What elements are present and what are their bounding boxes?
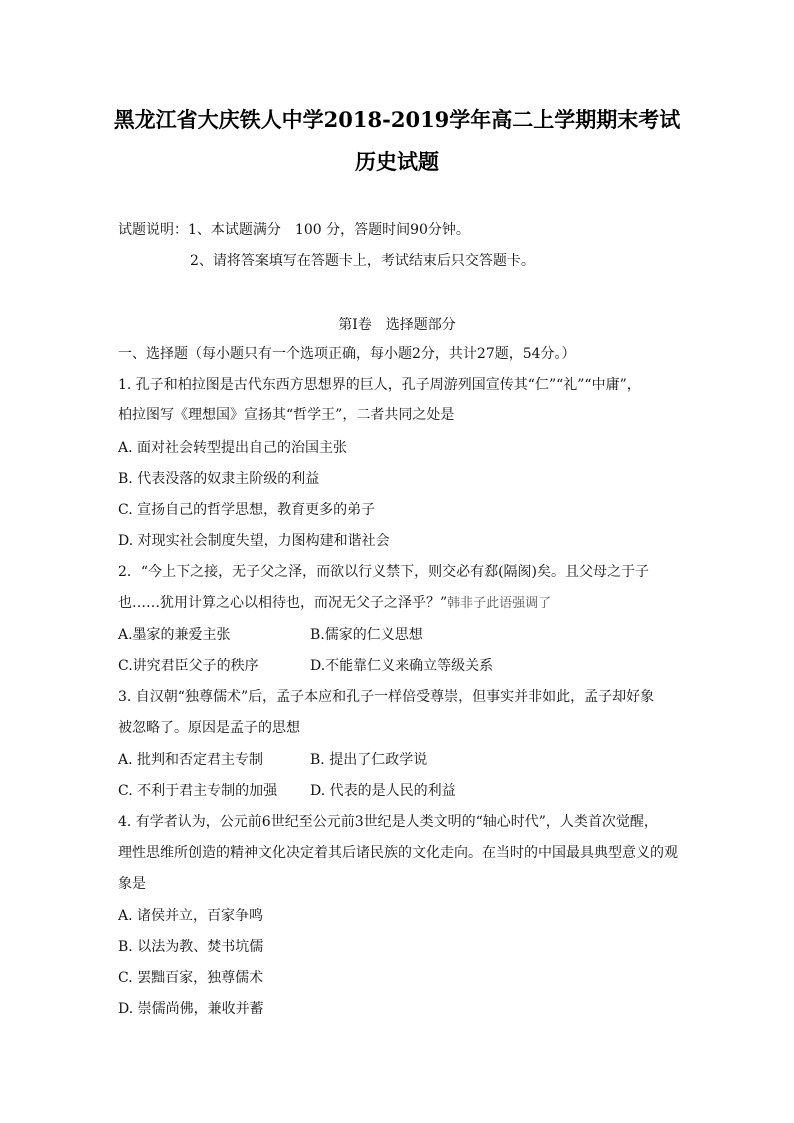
q1-option-d: D. 对现实社会制度失望，力图构建和谐社会: [118, 533, 390, 549]
q1-option-c: C. 宣扬自己的哲学思想，教育更多的弟子: [118, 502, 376, 518]
q2-stem-line-1: 2．“今上下之接，无子父之泽，而欲以行义禁下，则交必有郄(隔阂)矣。且父母之于子: [118, 564, 649, 580]
q4-option-d: D. 崇儒尚佛，兼收并蓄: [118, 1001, 264, 1017]
instruction-2: 2、请将答案填写在答题卡上，考试结束后只交答题卡。: [190, 253, 535, 269]
instruction-1: 试题说明：1、本试题满分 100 分，答题时间90分钟。: [118, 222, 470, 238]
q1-option-a: A. 面对社会转型提出自己的治国主张: [118, 440, 348, 456]
q3-stem-line-1: 3. 自汉朝“独尊儒术”后，孟子本应和孔子一样倍受尊崇，但事实并非如此，孟子却好象: [118, 689, 655, 705]
section-heading: 第Ⅰ卷 选择题部分: [338, 317, 456, 333]
exam-title: 黑龙江省大庆铁人中学2018-2019学年高二上学期期末考试: [113, 107, 681, 132]
q2-option-b: B.儒家的仁义思想: [310, 627, 423, 643]
q3-option-a: A. 批判和否定君主专制: [118, 752, 264, 768]
q2-stem-text: 也……犹用计算之心以相待也，而况无父子之泽乎？”: [118, 595, 448, 611]
q4-option-a: A. 诸侯并立，百家争鸣: [118, 908, 264, 924]
q2-stem-note: 韩非子此语强调了: [447, 596, 552, 611]
q4-stem-line-1: 4. 有学者认为，公元前6世纪至公元前3世纪是人类文明的“轴心时代”，人类首次觉醒，: [118, 814, 658, 830]
q3-option-b: B. 提出了仁政学说: [310, 752, 428, 768]
q1-stem-line-2: 柏拉图写《理想国》宣扬其“哲学王”，二者共同之处是: [118, 407, 455, 423]
q1-stem-line-1: 1. 孔子和柏拉图是古代东西方思想界的巨人，孔子周游列国宣传其“仁”“礼”“中庸”，: [118, 377, 641, 393]
exam-subtitle: 历史试题: [355, 149, 439, 174]
q4-stem-line-2: 理性思维所创造的精神文化决定着其后诸民族的文化走向。在当时的中国最具典型意义的观: [118, 845, 678, 861]
q3-option-c: C. 不利于君主专制的加强: [118, 783, 278, 799]
q2-stem-line-2: [118, 592, 551, 612]
q3-stem-line-2: 被忽略了。原因是孟子的思想: [118, 720, 300, 736]
q4-option-b: B. 以法为教、焚书坑儒: [118, 939, 264, 955]
q2-option-a: A.墨家的兼爱主张: [118, 627, 231, 643]
q3-option-d: D. 代表的是人民的利益: [310, 783, 456, 799]
q1-option-b: B. 代表没落的奴隶主阶级的利益: [118, 471, 320, 487]
q2-option-d: D.不能靠仁义来确立等级关系: [310, 658, 494, 674]
q2-option-c: C.讲究君臣父子的秩序: [118, 658, 259, 674]
q4-option-c: C. 罢黜百家，独尊儒术: [118, 970, 264, 986]
section-intro: 一、选择题（每小题只有一个选项正确，每小题2分，共计27题，54分。）: [118, 346, 576, 362]
q4-stem-line-3: 象是: [118, 876, 146, 892]
